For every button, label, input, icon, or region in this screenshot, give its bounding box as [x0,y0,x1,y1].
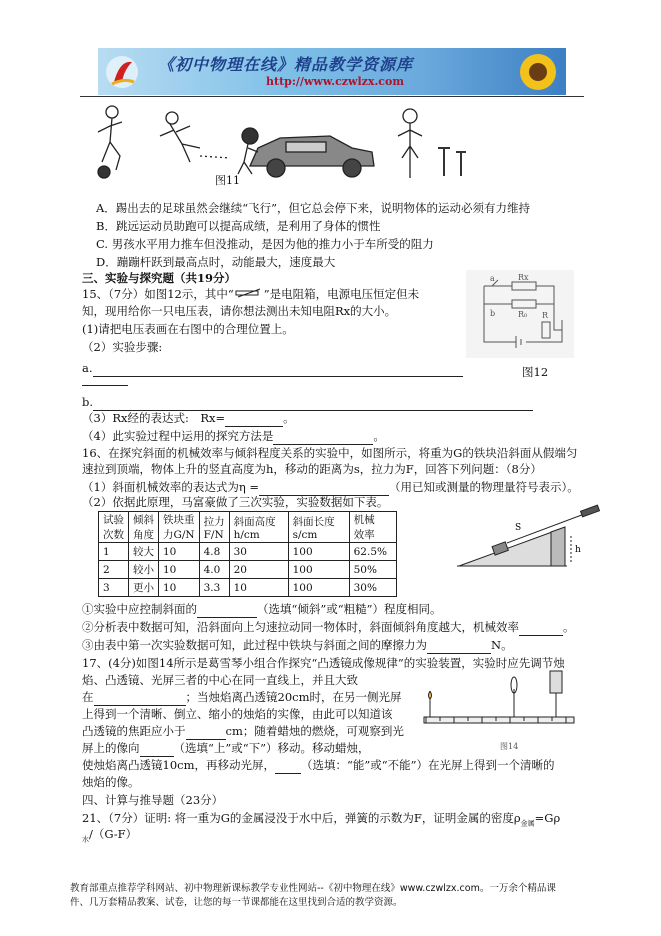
q17-can-blank[interactable] [275,757,301,774]
option-b: B．跳远运动员助跑可以提高成绩，是利用了身体的惯性 [96,219,381,233]
optical-bench-illustration [420,665,580,753]
table-cell: 100 [288,579,349,597]
q21-line-2 [82,826,137,847]
q15-sub-3-post: 。 [283,411,295,425]
q15-step-a-blank[interactable] [93,360,463,377]
q17-line-3-pre: 在 [82,690,94,704]
table-cell: 100 [288,543,349,561]
figure-11-caption: 图11 [215,174,240,187]
q15-sub-1: (1)请把电压表画在右图中的合理位置上。 [82,322,294,336]
q17-line-5-pre: 凸透镜的焦距应小于 [82,724,186,738]
figure-12-circuit [466,270,574,358]
q15-sub-4-post: 。 [373,429,385,443]
table-row [99,579,397,597]
q15-step-b-label: b. [82,395,94,409]
q21-line-1-pre: 21、（7分）证明: 将一重为G的金属浸没于水中后，弹簧的示数为F，证明金属的密度ρ [82,811,521,825]
option-c: C. 男孩水平用力推车但没推动，是因为他的推力小于车所受的阻力 [96,237,434,251]
q17-direction-blank[interactable] [140,740,174,757]
fig12-label-b: b [490,309,496,318]
table-cell: 100 [288,561,349,579]
q21-line-2-post: /（G-F） [89,827,138,841]
q15-step-a-label: a. [82,361,93,375]
q21-line-1 [82,810,560,831]
figure-11 [90,100,470,186]
table-cell: 较小 [129,561,159,579]
fig12-label-r: R [542,311,549,320]
q17-focal-blank[interactable] [186,723,226,740]
q16-control-blank[interactable] [197,601,257,618]
figure-11-illustration [90,100,470,186]
q21-line-1-post: =Gρ [534,811,561,825]
q17-line-4: 上得到一个清晰、倒立、缩小的烛焰的实像，由此可以知道该 [82,707,393,721]
q17-line-3-post: ；当烛焰离凸透镜20cm时，在另一侧光屏 [185,690,402,704]
q16-trend-blank[interactable] [519,619,563,636]
table-cell: 2 [99,561,129,579]
table-header-row [99,512,397,543]
option-d: D．蹦蹦杆跃到最高点时，动能最大，速度最大 [96,255,336,269]
table-cell: 较大 [129,543,159,561]
table-cell: 4.0 [199,561,229,579]
q16-question-3-pre: ③由表中第一次实验数据可知，此过程中铁块与斜面之间的摩擦力为 [82,638,427,652]
q17-line-6-post: （选填“上”或“下”）移动。移动蜡烛， [173,741,370,755]
q17-line-7-pre: 使烛焰离凸透镜10cm，再移动光屏， [82,758,275,772]
q15-sub-2: （2）实验步骤: [82,340,163,354]
q15-sub-3-pre: （3）Rx经的表达式: Rx= [82,411,226,425]
footer-line-1: 教育部重点推荐学科网站、初中物理新课标教学专业性网站--《初中物理在线》www.czwlzx.com。一万余个精品课 [70,883,556,894]
site-logo-icon [102,52,142,92]
table-header-cell: 斜面长度 s/cm [288,512,349,543]
table-header-cell: 铁块重 力G/N [159,512,200,543]
q16-question-3-post: N。 [491,638,513,652]
table-header-cell: 试验 次数 [99,512,129,543]
table-header-cell: 斜面高度 h/cm [229,512,288,543]
q16-friction-blank[interactable] [427,637,491,654]
experiment-table [98,511,397,597]
table-cell: 30 [229,543,288,561]
q16-line-1: 16、在探究斜面的机械效率与倾斜程度关系的实验中，如图所示，将重为G的铁块沿斜面从假端匀 [82,446,578,460]
table-row [99,561,397,579]
q16-sub-1-post: （用已知或测量的物理量符号表示）。 [389,480,579,494]
q16-question-1 [82,601,442,618]
table-header-cell: 拉力 F/N [199,512,229,543]
section-4-title: 四、计算与推导题（23分） [82,793,224,807]
figure-14 [420,665,580,753]
incline-illustration [455,496,605,574]
q15-sub-3 [82,410,295,427]
q17-line-7-post: （选填：“能”或“不能”）在光屏上得到一个清晰的 [300,758,555,772]
q15-line-1-pre: 15、（7分）如图12示，其中“ [82,287,234,301]
q17-line-5-post: cm；随着蜡烛的燃烧，可观察到光 [225,724,404,738]
q16-sub-1-pre: （1）斜面机械效率的表达式为η = [82,480,259,494]
page-footer [70,882,610,910]
header-rule [80,96,584,97]
table-cell: 10 [159,579,200,597]
table-cell: 4.8 [199,543,229,561]
q16-question-3 [82,637,513,654]
q15-line-2: 知，现用给你一只电压表，请你想法测出未知电阻Rx的大小。 [82,304,397,318]
footer-line-2: 件、几万套精品教案、试卷，让您的每一节课都能在这里找到合适的教学资源。 [70,897,403,908]
q15-step-a [82,360,463,377]
q17-height-blank[interactable] [94,689,186,706]
table-cell: 更小 [129,579,159,597]
table-cell: 10 [159,561,200,579]
q17-line-3 [82,689,401,706]
q17-line-5 [82,723,404,740]
option-a: A．踢出去的足球虽然会继续“飞行”，但它总会停下来，说明物体的运动必须有力维持 [96,201,531,215]
q16-question-2-post: 。 [563,620,575,634]
q17-line-6 [82,740,370,757]
table-cell: 10 [159,543,200,561]
table-cell: 30% [349,579,396,597]
fig12-label-r0: R₀ [518,310,528,319]
q16-sub-2: （2）依据此原理，马富豪做了三次实验，实验数据如下表。 [82,495,389,509]
figure-14-caption: 图14 [500,742,519,751]
table-cell: 3.3 [199,579,229,597]
q15-sub-4 [82,428,385,445]
table-header-cell: 倾斜 角度 [129,512,159,543]
incline-label-s: S [515,523,522,533]
q15-step-b [82,394,533,411]
q16-question-2 [82,619,575,636]
q16-question-1-post: （选填“倾斜”或“粗糙”）程度相同。 [257,602,442,616]
q17-line-6-pre: 屏上的像向 [82,741,140,755]
banner-title: 《初中物理在线》精品教学资源库 [158,55,414,74]
fig12-label-rx: Rx [518,273,529,282]
sunflower-icon [508,48,566,95]
banner-url[interactable]: http://www.czwlzx.com [266,75,404,88]
q15-rx-blank[interactable] [225,410,283,427]
header-banner [98,48,566,95]
table-cell: 10 [229,579,288,597]
incline-label-h: h [575,545,581,555]
q17-line-2: 焰、凸透镜、光屏三者的中心在同一直线上，并且大致 [82,673,358,687]
q15-method-blank[interactable] [273,428,373,445]
q16-question-1-pre: ①实验中应控制斜面的 [82,602,197,616]
resistance-box-icon [234,288,264,298]
table-header-cell: 机械 效率 [349,512,396,543]
q17-line-7 [82,757,555,774]
q15-sub-4-pre: （4）此实验过程中运用的探究方法是 [82,429,274,443]
figure-12 [466,270,574,358]
q21-sub-metal: 金属 [520,819,535,828]
table-cell: 1 [99,543,129,561]
incline-figure [455,496,605,574]
q15-step-b-blank[interactable] [93,394,533,411]
q16-line-2: 速拉到顶端，物体上升的竖直高度为h，移动的距离为s，拉力为F，回答下列问题：（8分） [82,462,542,476]
table-cell: 50% [349,561,396,579]
q17-line-1: 17、(4分)如图14所示是葛雪琴小组合作探究“凸透镜成像规律”的实验装置，实验时应先调节烛 [82,656,565,670]
q15-step-a-blank-cont[interactable] [82,385,128,386]
q17-line-8: 烛焰的像。 [82,775,140,789]
q21-sub-water: 水 [82,835,89,844]
section-3-title: 三、实验与探究题（共19分） [82,271,237,285]
table-row [99,543,397,561]
q15-line-1 [82,286,419,302]
table-cell: 3 [99,579,129,597]
figure-12-caption: 图12 [522,365,549,379]
q16-question-2-pre: ②分析表中数据可知，沿斜面向上匀速拉动同一物体时，斜面倾斜角度越大，机械效率 [82,620,519,634]
q15-line-1-post: ”是电阻箱，电源电压恒定但未 [263,287,420,301]
table-cell: 20 [229,561,288,579]
table-cell: 62.5% [349,543,396,561]
fig12-label-a: a [490,274,495,283]
